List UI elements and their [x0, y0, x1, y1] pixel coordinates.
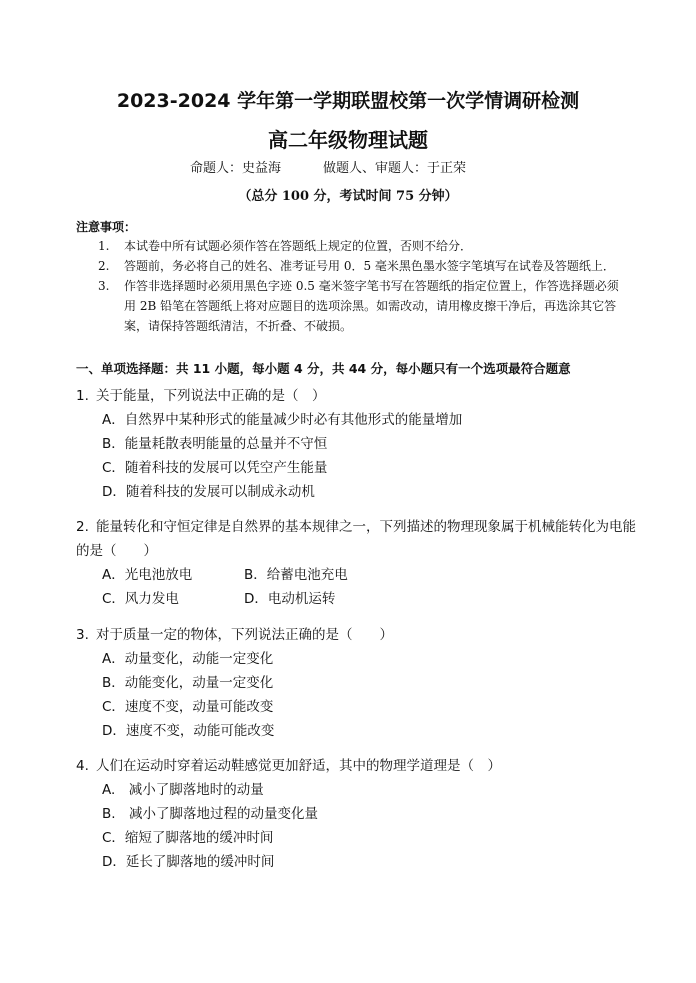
option-row: [102, 563, 636, 587]
option-c: C．风力发电: [102, 591, 179, 607]
option-d: D．延长了脚落地的缓冲时间: [102, 854, 275, 870]
notes-list: [98, 236, 628, 336]
note-number: 1.: [98, 239, 110, 253]
option-list: [102, 778, 636, 874]
option-d: D．速度不变，动能可能改变: [102, 723, 275, 739]
question-stem: [76, 623, 636, 647]
question-text: 对于质量一定的物体，下列说法正确的是（ ）: [96, 627, 393, 643]
question-number: 1.: [76, 388, 89, 404]
note-item: [98, 236, 628, 256]
option-b: B．能量耗散表明能量的总量并不守恒: [102, 436, 328, 452]
question-number: 4.: [76, 758, 89, 774]
option-c: C．缩短了脚落地的缓冲时间: [102, 830, 274, 846]
option-b: B．动能变化，动量一定变化: [102, 675, 274, 691]
option-c: C．速度不变，动量可能改变: [102, 699, 274, 715]
question-text: 人们在运动时穿着运动鞋感觉更加舒适，其中的物理学道理是（ ）: [96, 758, 501, 774]
option-d: D．电动机运转: [244, 591, 336, 607]
option-a: A．自然界中某种形式的能量减少时必有其他形式的能量增加: [102, 412, 463, 428]
question-1: [76, 384, 636, 504]
option-b: B．给蓄电池充电: [244, 567, 348, 583]
question-number: 2.: [76, 519, 89, 535]
option-a: A. 减小了脚落地时的动量: [102, 782, 264, 798]
question-stem: [76, 515, 636, 563]
note-text: 答题前，务必将自己的姓名、准考证号用 0．5 毫米黑色墨水签字笔填写在试卷及答题纸上．: [124, 259, 615, 273]
option-a: A．光电池放电: [102, 567, 193, 583]
question-2: [76, 515, 636, 611]
question-text: 能量转化和守恒定律是自然界的基本规律之一，下列描述的物理现象属于机械能转化为电能的是（ ）: [76, 519, 636, 559]
note-item: [98, 276, 628, 336]
exam-subtitle: 高二年级物理试题: [268, 128, 428, 152]
question-number: 3.: [76, 627, 89, 643]
question-stem: [76, 754, 636, 778]
question-stem: [76, 384, 636, 408]
section-heading: 一、单项选择题：共 11 小题，每小题 4 分，共 44 分，每小题只有一个选项最符合题意: [76, 361, 571, 376]
note-number: 2.: [98, 259, 110, 273]
question-3: [76, 623, 636, 743]
option-list: [102, 647, 636, 743]
question-4: [76, 754, 636, 874]
note-text: 作答非选择题时必须用黑色字迹 0.5 毫米签字笔书写在答题纸的指定位置上，作答选择题必须用 2B 铅笔在答题纸上将对应题目的选项涂黑。如需改动，请用橡皮擦干净后，再选涂其它答案，请保持答题纸清洁，不折叠、不破损。: [124, 279, 619, 333]
question-text: 关于能量，下列说法中正确的是（ ）: [96, 388, 326, 404]
option-d: D．随着科技的发展可以制成永动机: [102, 484, 315, 500]
option-a: A．动量变化，动能一定变化: [102, 651, 274, 667]
option-row: [102, 587, 636, 611]
note-number: 3.: [98, 279, 110, 293]
note-item: [98, 256, 628, 276]
authors-line: [190, 157, 570, 176]
author-text: 命题人：史益海: [190, 161, 282, 176]
note-text: 本试卷中所有试题必须作答在答题纸上规定的位置，否则不给分．: [124, 239, 473, 253]
reviewer-text: 做题人、审题人：于正荣: [323, 161, 467, 176]
option-b: B. 减小了脚落地过程的动量变化量: [102, 806, 319, 822]
option-list: [102, 563, 636, 611]
option-list: [102, 408, 636, 504]
exam-title: 2023-2024 学年第一学期联盟校第一次学情调研检测: [116, 90, 580, 112]
score-time-line: （总分 100 分，考试时间 75 分钟）: [238, 189, 458, 204]
notes-heading: 注意事项：: [76, 220, 137, 234]
option-c: C．随着科技的发展可以凭空产生能量: [102, 460, 328, 476]
